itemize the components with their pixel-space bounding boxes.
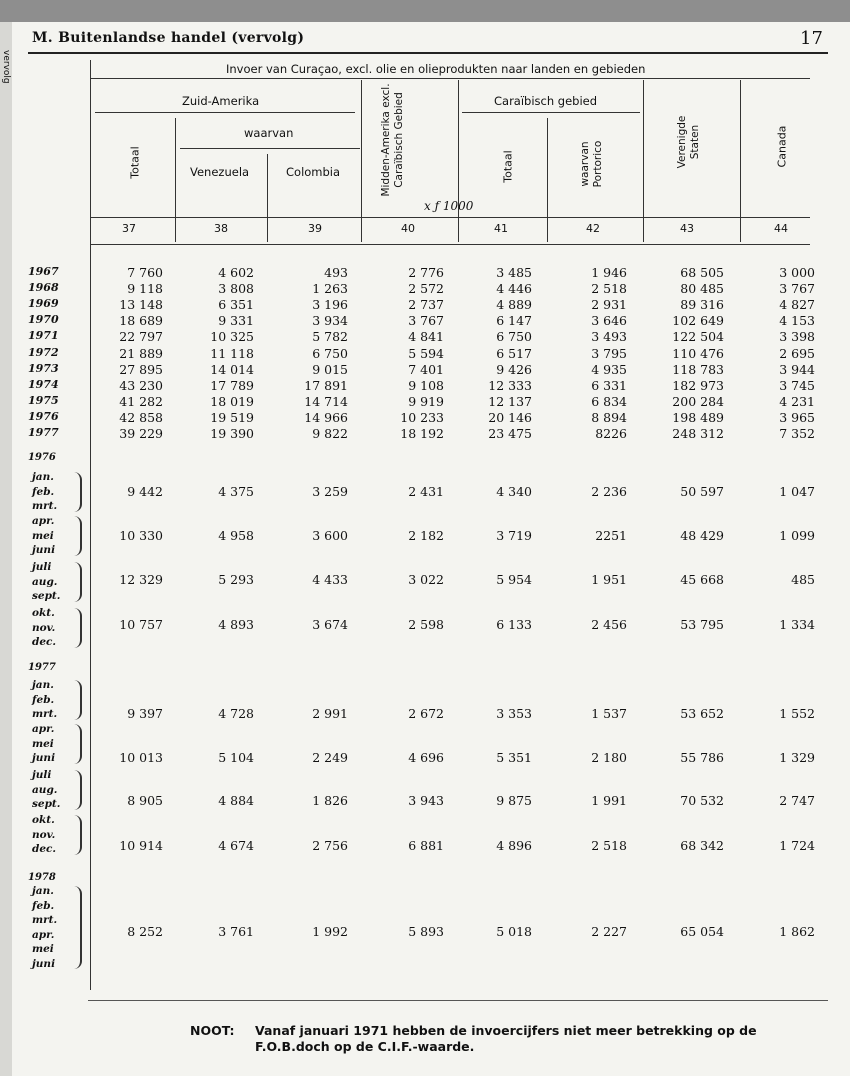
- table-cell: 3 795: [591, 345, 627, 361]
- table-cell: 2 518: [591, 281, 627, 297]
- table-cell: 5 782: [312, 329, 348, 345]
- table-cell: 2 776: [408, 265, 444, 280]
- month-label: feb.: [32, 693, 55, 706]
- table-cell: 200 284: [672, 393, 724, 409]
- num-sep: [740, 218, 741, 242]
- table-cell: 3 944: [779, 361, 815, 377]
- table-cell: 493: [324, 265, 348, 280]
- table-cell: 9 015: [312, 361, 348, 377]
- table-cell: 23 475: [488, 426, 532, 441]
- year-label: 1977: [28, 662, 56, 673]
- month-label: mrt.: [32, 708, 58, 720]
- table-cell: 13 148: [119, 297, 163, 313]
- month-label: mei: [32, 737, 54, 750]
- year-label: 1973: [28, 361, 59, 375]
- header-totaal-2: Totaal: [501, 150, 515, 183]
- quarter-brace: [72, 516, 82, 556]
- table-cell: 17 891: [304, 377, 348, 393]
- table-cell: 10 233: [400, 409, 444, 425]
- table-cell: 182 973: [672, 377, 724, 393]
- table-cell: 485: [791, 572, 815, 587]
- col-number: 37: [122, 222, 136, 235]
- sep-37-38: [175, 118, 176, 218]
- table-cell: 118 783: [672, 361, 724, 377]
- table-cell: 4 340: [496, 484, 532, 499]
- table-cell: 4 889: [496, 297, 532, 313]
- table-cell: 3 767: [779, 281, 815, 297]
- num-sep: [361, 218, 362, 242]
- table-cell: 53 795: [680, 617, 724, 632]
- table-cell: 2 518: [591, 838, 627, 853]
- table-cell: 4 884: [218, 793, 254, 808]
- table-cell: 3 808: [218, 281, 254, 297]
- table-cell: 80 485: [680, 281, 724, 297]
- month-label: aug.: [32, 575, 58, 588]
- quarter-brace: [72, 886, 82, 969]
- table-cell: 14 966: [304, 409, 348, 425]
- table-cell: 4 231: [779, 393, 815, 409]
- year-label: 1975: [28, 393, 59, 407]
- quarter-brace: [72, 680, 82, 720]
- table-cell: 9 118: [127, 281, 163, 297]
- header-colombia: Colombia: [286, 165, 341, 179]
- month-label: okt.: [32, 814, 55, 826]
- table-cell: 43 230: [119, 377, 163, 393]
- table-cell: 4 958: [218, 528, 254, 543]
- table-cell: 1 991: [591, 793, 627, 808]
- month-label: juni: [32, 957, 56, 970]
- col-number: 42: [586, 222, 600, 235]
- sep-38-39: [267, 154, 268, 218]
- header-venezuela: Venezuela: [190, 165, 250, 179]
- table-cell: 2 991: [312, 706, 348, 721]
- table-cell: 3 196: [312, 297, 348, 313]
- table-cell: 4 602: [218, 265, 254, 280]
- sep-43-44: [740, 80, 741, 218]
- table-cell: 18 689: [119, 313, 163, 329]
- table-cell: 7 760: [127, 265, 163, 280]
- table-cell: 4 674: [218, 838, 254, 853]
- table-cell: 65 054: [680, 924, 724, 939]
- table-cell: 9 108: [408, 377, 444, 393]
- table-cell: 2 737: [408, 297, 444, 313]
- table-cell: 12 333: [488, 377, 532, 393]
- month-label: mei: [32, 943, 54, 955]
- table-cell: 5 351: [496, 750, 532, 765]
- table-cell: 5 018: [496, 924, 532, 939]
- table-cell: 2 572: [408, 281, 444, 297]
- table-cell: 41 282: [119, 393, 163, 409]
- table-cell: 6 750: [312, 345, 348, 361]
- table-cell: 4 827: [779, 297, 815, 313]
- title-underline: [90, 78, 810, 79]
- table-cell: 9 822: [312, 426, 348, 441]
- table-cell: 102 649: [672, 313, 724, 329]
- table-cell: 68 505: [680, 265, 724, 280]
- table-cell: 8 905: [127, 793, 163, 808]
- month-label: mrt.: [32, 914, 58, 926]
- year-label: 1968: [28, 281, 59, 295]
- sep-42-43: [643, 80, 644, 218]
- table-cell: 2 180: [591, 750, 627, 765]
- table-cell: 9 442: [127, 484, 163, 499]
- table-cell: 5 893: [408, 924, 444, 939]
- table-cell: 2 456: [591, 617, 627, 632]
- month-label: mrt.: [32, 500, 58, 512]
- table-cell: 1 329: [779, 750, 815, 765]
- page-number: 17: [800, 28, 823, 49]
- table-cell: 3 353: [496, 706, 532, 721]
- month-label: dec.: [32, 636, 57, 648]
- table-cell: 11 118: [210, 345, 254, 361]
- table-cell: 6 517: [496, 345, 532, 361]
- zuid-amerika-label: Zuid-Amerika: [182, 94, 260, 108]
- table-cell: 8 252: [127, 924, 163, 939]
- num-sep: [267, 218, 268, 242]
- table-cell: 2 931: [591, 297, 627, 313]
- table-cell: 4 935: [591, 361, 627, 377]
- month-label: apr.: [32, 723, 55, 735]
- table-cell: 3 745: [779, 377, 815, 393]
- table-cell: 2 431: [408, 484, 444, 499]
- table-cell: 3 000: [779, 265, 815, 280]
- table-cell: 1 552: [779, 706, 815, 721]
- table-cell: 12 329: [119, 572, 163, 587]
- year-label: 1976: [28, 452, 56, 463]
- table-cell: 4 375: [218, 484, 254, 499]
- table-cell: 2 182: [408, 528, 444, 543]
- table-cell: 55 786: [680, 750, 724, 765]
- table-cell: 6 750: [496, 329, 532, 345]
- table-cell: 9 919: [408, 393, 444, 409]
- table-cell: 4 896: [496, 838, 532, 853]
- month-label: okt.: [32, 607, 55, 619]
- year-label: 1971: [28, 329, 59, 343]
- caraibisch-underline: [462, 112, 640, 113]
- table-bottom-rule: [88, 1000, 828, 1001]
- table-cell: 19 519: [210, 409, 254, 425]
- table-cell: 3 761: [218, 924, 254, 939]
- table-cell: 2 747: [779, 793, 815, 808]
- table-cell: 6 881: [408, 838, 444, 853]
- table-cell: 122 504: [672, 329, 724, 345]
- table-cell: 3 646: [591, 313, 627, 329]
- table-cell: 3 934: [312, 313, 348, 329]
- table-cell: 4 433: [312, 572, 348, 587]
- table-cell: 1 946: [591, 265, 627, 280]
- year-label: 1977: [28, 426, 59, 439]
- col-number: 44: [774, 222, 788, 235]
- month-label: juni: [32, 752, 56, 764]
- table-cell: 1 537: [591, 706, 627, 721]
- sep-40-41: [458, 80, 459, 218]
- table-cell: 3 022: [408, 572, 444, 587]
- table-cell: 1 263: [312, 281, 348, 297]
- table-cell: 5 293: [218, 572, 254, 587]
- table-cell: 10 325: [210, 329, 254, 345]
- unit-label: x ƒ 1000: [424, 199, 474, 213]
- table-cell: 53 652: [680, 706, 724, 721]
- sep-39-40: [361, 80, 362, 218]
- table-cell: 42 858: [119, 409, 163, 425]
- table-cell: 3 965: [779, 409, 815, 425]
- month-label: feb.: [32, 485, 55, 498]
- header-verenigde-staten: Verenigde Staten: [676, 115, 701, 169]
- title-rule: [28, 52, 828, 54]
- table-cell: 7 352: [779, 426, 815, 441]
- quarter-brace: [72, 472, 82, 512]
- table-cell: 2251: [595, 528, 627, 543]
- header-canada: Canada: [775, 125, 789, 168]
- month-label: aug.: [32, 783, 58, 796]
- num-sep: [458, 218, 459, 242]
- header-midden-amerika: Midden-Amerika excl. Caraïbisch Gebied: [380, 83, 405, 197]
- table-cell: 18 019: [210, 393, 254, 409]
- year-label: 1978: [28, 872, 56, 883]
- stub-rule: [90, 245, 91, 990]
- table-cell: 3 767: [408, 313, 444, 329]
- table-cell: 248 312: [672, 426, 724, 441]
- header-totaal: Totaal: [128, 146, 142, 179]
- table-cell: 9 426: [496, 361, 532, 377]
- table-cell: 2 695: [779, 345, 815, 361]
- table-cell: 10 757: [119, 617, 163, 632]
- table-cell: 2 672: [408, 706, 444, 721]
- month-label: juli: [32, 561, 52, 573]
- month-label: jan.: [32, 679, 54, 691]
- left-page-edge: [0, 22, 12, 1076]
- month-label: mei: [32, 529, 54, 542]
- table-cell: 68 342: [680, 838, 724, 853]
- table-cell: 9 397: [127, 706, 163, 721]
- year-label: 1970: [28, 313, 59, 327]
- table-cell: 6 147: [496, 313, 532, 329]
- month-label: nov.: [32, 621, 56, 634]
- table-cell: 1 334: [779, 617, 815, 632]
- table-cell: 4 841: [408, 329, 444, 345]
- month-label: juli: [32, 769, 52, 781]
- col-number: 38: [214, 222, 228, 235]
- table-cell: 2 236: [591, 484, 627, 499]
- table-cell: 2 756: [312, 838, 348, 853]
- table-cell: 10 013: [119, 750, 163, 765]
- year-label: 1969: [28, 297, 59, 311]
- month-label: apr.: [32, 515, 55, 527]
- num-sep: [547, 218, 548, 242]
- num-sep: [175, 218, 176, 242]
- table-cell: 19 390: [210, 426, 254, 441]
- edge-label: vervolg: [1, 50, 11, 84]
- table-cell: 1 724: [779, 838, 815, 853]
- month-label: jan.: [32, 885, 54, 897]
- col-number: 43: [680, 222, 694, 235]
- table-cell: 10 914: [119, 838, 163, 853]
- year-label: 1967: [28, 265, 59, 278]
- caraibisch-label: Caraïbisch gebied: [494, 94, 598, 108]
- table-cell: 45 668: [680, 572, 724, 587]
- table-cell: 1 862: [779, 924, 815, 939]
- table-cell: 3 259: [312, 484, 348, 499]
- column-number-rule: [90, 244, 810, 245]
- month-label: dec.: [32, 843, 57, 855]
- table-cell: 110 476: [672, 345, 724, 361]
- table-cell: 1 826: [312, 793, 348, 808]
- table-cell: 5 104: [218, 750, 254, 765]
- table-cell: 50 597: [680, 484, 724, 499]
- waarvan-underline: [180, 148, 360, 149]
- table-cell: 2 227: [591, 924, 627, 939]
- table-cell: 2 249: [312, 750, 348, 765]
- col-number: 40: [401, 222, 415, 235]
- table-cell: 4 696: [408, 750, 444, 765]
- table-cell: 8 894: [591, 409, 627, 425]
- table-cell: 70 532: [680, 793, 724, 808]
- table-cell: 2 598: [408, 617, 444, 632]
- table-cell: 20 146: [488, 409, 532, 425]
- table-cell: 7 401: [408, 361, 444, 377]
- table-cell: 1 099: [779, 528, 815, 543]
- header-portorico: waarvan Portorico: [579, 140, 604, 188]
- table-cell: 6 133: [496, 617, 532, 632]
- month-label: nov.: [32, 828, 56, 841]
- table-cell: 3 493: [591, 329, 627, 345]
- year-label: 1972: [28, 345, 59, 359]
- table-cell: 22 797: [119, 329, 163, 345]
- table-cell: 4 728: [218, 706, 254, 721]
- table-cell: 6 351: [218, 297, 254, 313]
- month-label: sept.: [32, 798, 61, 810]
- table-cell: 9 331: [218, 313, 254, 329]
- table-cell: 12 137: [488, 393, 532, 409]
- table-cell: 21 889: [119, 345, 163, 361]
- table-cell: 14 014: [210, 361, 254, 377]
- table-cell: 3 398: [779, 329, 815, 345]
- month-label: jan.: [32, 471, 54, 483]
- table-cell: 3 600: [312, 528, 348, 543]
- month-label: sept.: [32, 590, 61, 602]
- footnote-text: Vanaf januari 1971 hebben de invoercijfers niet meer betrekking op de F.O.B.doch op de C.I.F.-waarde.: [255, 1023, 757, 1054]
- table-cell: 3 674: [312, 617, 348, 632]
- table-cell: 27 895: [119, 361, 163, 377]
- quarter-brace: [72, 770, 82, 810]
- table-cell: 9 875: [496, 793, 532, 808]
- col-number: 39: [308, 222, 322, 235]
- table-cell: 1 951: [591, 572, 627, 587]
- table-cell: 5 954: [496, 572, 532, 587]
- table-cell: 1 992: [312, 924, 348, 939]
- table-cell: 17 789: [210, 377, 254, 393]
- quarter-brace: [72, 608, 82, 648]
- table-cell: 4 153: [779, 313, 815, 329]
- table-cell: 3 943: [408, 793, 444, 808]
- year-label: 1974: [28, 377, 59, 391]
- table-cell: 1 047: [779, 484, 815, 499]
- month-label: apr.: [32, 928, 55, 941]
- table-cell: 198 489: [672, 409, 724, 425]
- table-cell: 4 446: [496, 281, 532, 297]
- table-cell: 5 594: [408, 345, 444, 361]
- table-cell: 6 331: [591, 377, 627, 393]
- table-cell: 18 192: [400, 426, 444, 441]
- table-cell: 10 330: [119, 528, 163, 543]
- header-bottom-rule: [90, 217, 810, 218]
- col-number: 41: [494, 222, 508, 235]
- month-label: juni: [32, 544, 56, 556]
- num-sep: [643, 218, 644, 242]
- table-cell: 3 485: [496, 265, 532, 280]
- table-cell: 89 316: [680, 297, 724, 313]
- section-title: M. Buitenlandse handel (vervolg): [32, 30, 305, 46]
- table-cell: 48 429: [680, 528, 724, 543]
- quarter-brace: [72, 815, 82, 855]
- quarter-brace: [72, 562, 82, 602]
- quarter-brace: [72, 724, 82, 764]
- table-cell: 39 229: [119, 426, 163, 441]
- month-label: feb.: [32, 899, 55, 912]
- table-cell: 3 719: [496, 528, 532, 543]
- table-cell: 6 834: [591, 393, 627, 409]
- footnote-label: NOOT:: [190, 1023, 235, 1038]
- table-cell: 4 893: [218, 617, 254, 632]
- year-label: 1976: [28, 409, 59, 423]
- table-cell: 8226: [595, 426, 627, 441]
- table-title: Invoer van Curaçao, excl. olie en olieprodukten naar landen en gebieden: [226, 62, 646, 76]
- zuid-amerika-underline: [95, 112, 355, 113]
- table-cell: 14 714: [304, 393, 348, 409]
- waarvan-label: waarvan: [244, 126, 294, 140]
- sep-41-42: [547, 118, 548, 218]
